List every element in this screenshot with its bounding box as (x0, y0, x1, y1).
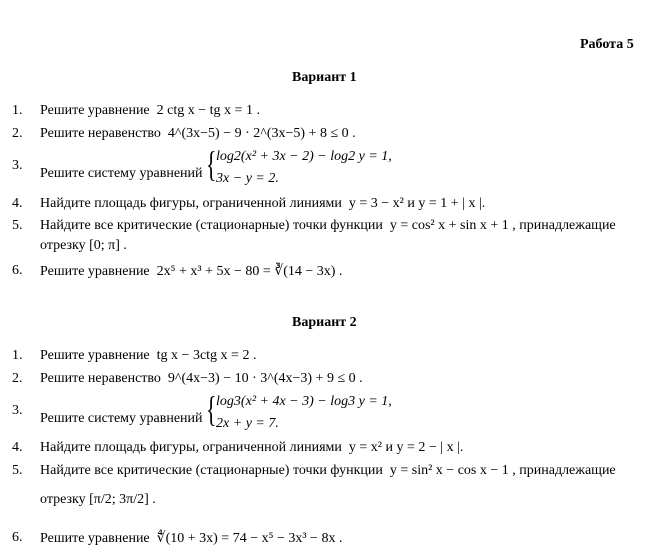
item-math: y = 3 − x² и y = 1 + | x |. (348, 196, 486, 211)
item-text: Найдите все критические (стационарные) точки функции (40, 463, 383, 478)
equation-system: { log2(x² + 3x − 2) − log2 y = 1, 3x − y = 2. (206, 144, 392, 186)
item-text: Найдите площадь фигуры, ограниченной линиями (40, 196, 342, 211)
item-text: Решите уравнение (40, 264, 150, 279)
item-line2: отрезку [π/2; 3π/2] . (40, 492, 156, 507)
item-math: 2x⁵ + x³ + 5x − 80 = ∛(14 − 3x) . (156, 264, 343, 279)
equation-system: { log3(x² + 4x − 3) − log3 y = 1, 2x + y = 7. (206, 389, 392, 431)
item-math: tg x − 3ctg x = 2 . (156, 348, 257, 363)
work-title: Работа 5 (580, 37, 634, 52)
item-line2: отрезку [0; π] . (40, 238, 127, 253)
variant2-title: Вариант 2 (292, 315, 357, 330)
item-math: ∜(10 + 3x) = 74 − x⁵ − 3x³ − 8x . (156, 531, 343, 546)
item-math: y = sin² x − cos x − 1 , принадлежащие (389, 463, 616, 478)
item-text: Найдите площадь фигуры, ограниченной линиями (40, 440, 342, 455)
item-math: 4^(3x−5) − 9 · 2^(3x−5) + 8 ≤ 0 . (167, 126, 356, 141)
item-math: y = x² и y = 2 − | x |. (348, 440, 464, 455)
item-math: 2 ctg x − tg x = 1 . (156, 103, 260, 118)
item-math: y = cos² x + sin x + 1 , принадлежащие (389, 218, 616, 233)
item-text: Решите уравнение (40, 103, 150, 118)
brace-icon: { (206, 389, 217, 429)
item-text: Решите уравнение (40, 348, 150, 363)
item-text: Решите уравнение (40, 531, 150, 546)
item-text: Решите систему уравнений (40, 411, 203, 426)
brace-icon: { (206, 144, 217, 184)
item-text: Решите систему уравнений (40, 166, 203, 181)
item-math: 9^(4x−3) − 10 · 3^(4x−3) + 9 ≤ 0 . (167, 371, 363, 386)
item-text: Решите неравенство (40, 126, 161, 141)
variant1-title: Вариант 1 (292, 70, 357, 85)
item-text: Найдите все критические (стационарные) точки функции (40, 218, 383, 233)
item-text: Решите неравенство (40, 371, 161, 386)
